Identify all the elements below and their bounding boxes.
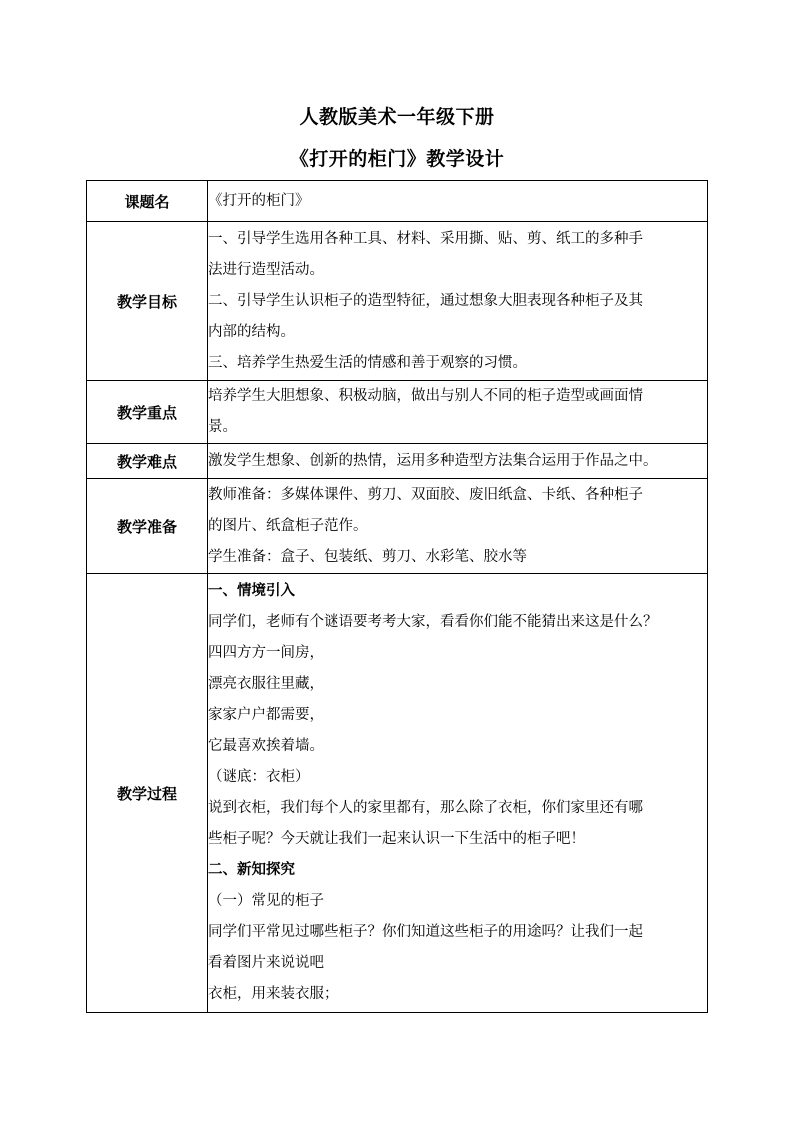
process-line: 看着图片来说说吧 (208, 955, 324, 971)
preparation-line: 学生准备：盒子、包装纸、剪刀、水彩笔、胶水等 (208, 548, 527, 565)
process-line: 它最喜欢挨着墙。 (208, 738, 324, 754)
process-subheading: （一）常见的柜子 (208, 893, 324, 909)
process-label: 教学过程 (87, 574, 208, 1013)
difficulties-value (208, 444, 708, 479)
table-row-topic (87, 181, 708, 222)
table-row-difficulties (87, 444, 708, 479)
lesson-plan-table (86, 180, 708, 1013)
key-points-line: 培养学生大胆想象、积极动脑，做出与别人不同的柜子造型或画面情 (208, 388, 643, 404)
table-row-key-points (87, 381, 708, 444)
goals-line: 二、引导学生认识柜子的造型特征，通过想象大胆表现各种柜子及其 (208, 292, 643, 309)
table-row-goals (87, 222, 708, 381)
process-line: 四四方方一间房， (208, 645, 324, 661)
difficulties-line: 激发学生想象、创新的热情，运用多种造型方法集合运用于作品之中。 (208, 453, 658, 469)
goals-label: 教学目标 (87, 222, 208, 381)
table-row-process (87, 574, 708, 1013)
document-subtitle: 《打开的柜门》教学设计 (289, 148, 505, 170)
goals-line: 三、培养学生热爱生活的情感和善于观察的习惯。 (208, 354, 527, 371)
preparation-label: 教学准备 (87, 479, 208, 574)
topic-value: 《打开的柜门》 (208, 181, 708, 222)
difficulties-label: 教学难点 (87, 444, 208, 479)
preparation-content (208, 479, 708, 574)
process-line: 家家户户都需要， (208, 707, 324, 723)
preparation-line: 的图片、纸盒柜子范作。 (208, 517, 368, 534)
process-line: 漂亮衣服往里藏， (208, 676, 324, 692)
process-section-heading: 二、新知探究 (208, 862, 295, 878)
process-line: 说到衣柜，我们每个人的家里都有，那么除了衣柜，你们家里还有哪 (208, 800, 643, 816)
topic-label: 课题名 (87, 181, 208, 222)
process-line: （谜底：衣柜） (208, 769, 310, 785)
goals-line: 法进行造型活动。 (208, 261, 324, 278)
process-section-heading: 一、情境引入 (208, 583, 295, 599)
table-row-preparation (87, 479, 708, 574)
process-content (208, 574, 708, 1013)
key-points-label: 教学重点 (87, 381, 208, 444)
goals-content (208, 222, 708, 381)
document-title: 人教版美术一年级下册 (299, 106, 495, 128)
process-line: 些柜子呢？今天就让我们一起来认识一下生活中的柜子吧！ (208, 831, 585, 847)
goals-line: 内部的结构。 (208, 323, 295, 340)
key-points-line: 景。 (208, 419, 237, 435)
key-points-content (208, 381, 708, 444)
process-line: 衣柜，用来装衣服； (208, 986, 339, 1002)
process-line: 同学们，老师有个谜语要考考大家，看看你们能不能猜出来这是什么？ (208, 614, 658, 630)
preparation-line: 教师准备：多媒体课件、剪刀、双面胶、废旧纸盒、卡纸、各种柜子 (208, 486, 643, 503)
goals-line: 一、引导学生选用各种工具、材料、采用撕、贴、剪、纸工的多种手 (208, 230, 643, 247)
process-line: 同学们平常见过哪些柜子？你们知道这些柜子的用途吗？让我们一起 (208, 924, 643, 940)
